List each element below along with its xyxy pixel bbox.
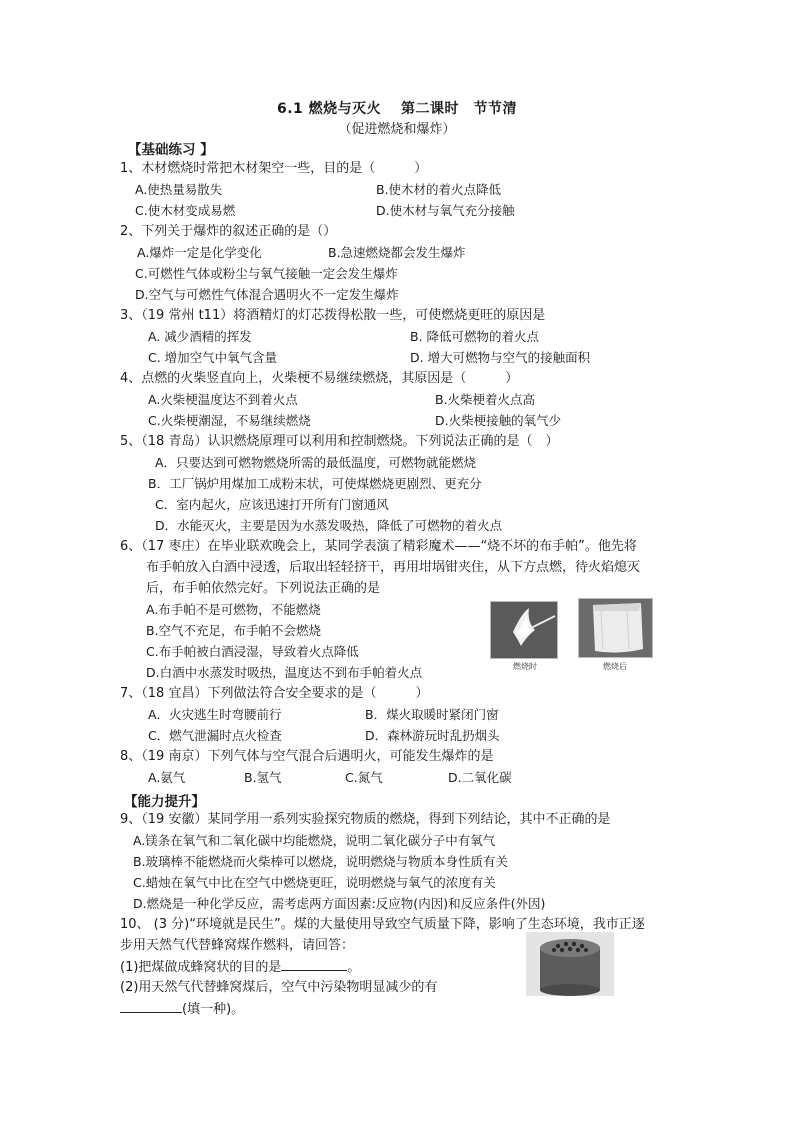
answer-blank-1[interactable] (281, 958, 347, 971)
question-3-option-c: C. 增加空气中氧气含量 (148, 350, 278, 365)
question-2-option-a: A.爆炸一定是化学变化 (137, 245, 262, 260)
section-basic-heading: 【基础练习 】 (128, 142, 214, 158)
question-3-option-d: D. 增大可燃物与空气的接触面积 (410, 350, 591, 365)
question-10-part-1-end: 。 (347, 960, 361, 975)
question-3-option-a: A. 减少酒精的挥发 (148, 329, 252, 344)
section-advanced-heading: 【能力提升】 (124, 794, 205, 810)
question-7-option-a: A．火灾逃生时弯腰前行 (148, 707, 282, 722)
question-9-option-a: A.镁条在氧气和二氧化碳中均能燃烧，说明二氧化碳分子中有氧气 (133, 833, 496, 848)
question-4-stem: 4、点燃的火柴竖直向上，火柴梗不易继续燃烧，其原因是（ ） (120, 371, 519, 386)
question-2-option-b: B.急速燃烧都会发生爆炸 (328, 245, 466, 260)
question-8-option-d: D.二氧化碳 (448, 770, 512, 785)
figure-caption-after: 燃烧后 (603, 662, 627, 671)
question-9-option-c: C.蜡烛在氧气中比在空气中燃烧更旺，说明燃烧与氧气的浓度有关 (133, 875, 496, 890)
figure-caption-burning: 燃烧时 (513, 662, 537, 671)
question-7-option-c: C．燃气泄漏时点火检查 (148, 728, 282, 743)
page-title: 6.1 燃烧与灭火 第二课时 节节清 (276, 101, 518, 117)
burning-handkerchief-photo (490, 601, 558, 659)
question-6-option-d: D.白酒中水蒸发时吸热，温度达不到布手帕着火点 (146, 665, 423, 680)
question-10-part-1-text: (1)把煤做成蜂窝状的目的是 (120, 960, 282, 975)
question-4-option-a: A.火柴梗温度达不到着火点 (148, 392, 298, 407)
question-2-option-c: C.可燃性气体或粉尘与氧气接触一定会发生爆炸 (135, 266, 398, 281)
question-6-stem-line-1: 6、（17 枣庄）在毕业联欢晚会上，某同学表演了精彩魔术——“烧不坏的布手帕”。他先将 (120, 539, 637, 554)
question-9-stem: 9、（19 安徽）某同学用一系列实验探究物质的燃烧，得到下列结论，其中不正确的是 (120, 812, 611, 827)
question-1-option-a: A.使热量易散失 (135, 182, 223, 197)
question-7-option-d: D．森林游玩时乱扔烟头 (365, 728, 500, 743)
intact-handkerchief-illustration (579, 599, 652, 657)
question-5-option-c: C．室内起火，应该迅速打开所有门窗通风 (155, 497, 389, 512)
question-2-option-d: D.空气与可燃性气体混合遇明火不一定发生爆炸 (135, 287, 399, 302)
intact-handkerchief-photo (578, 598, 653, 658)
question-4-option-c: C.火柴梗潮湿，不易继续燃烧 (148, 413, 311, 428)
question-5-option-d: D．水能灭火，主要是因为水蒸发吸热，降低了可燃物的着火点 (155, 518, 503, 533)
page-subtitle: （促进燃烧和爆炸） (338, 122, 456, 137)
question-10-part-2b-text: (填一种)。 (182, 1002, 245, 1017)
question-6-option-c: C.布手帕被白酒浸湿，导致着火点降低 (146, 644, 359, 659)
question-8-option-a: A.氨气 (148, 770, 186, 785)
honeycomb-coal-photo (526, 932, 614, 996)
question-6-stem-line-3: 后，布手帕依然完好。下列说法正确的是 (146, 581, 381, 596)
question-4-option-b: B.火柴梗着火点高 (435, 392, 536, 407)
question-7-option-b: B．煤火取暖时紧闭门窗 (365, 707, 499, 722)
question-10-stem-line-2: 步用天然气代替蜂窝煤作燃料，请回答： (120, 938, 355, 953)
question-8-stem: 8、（19 南京）下列气体与空气混合后遇明火，可能发生爆炸的是 (120, 749, 494, 764)
question-1-option-c: C.使木材变成易燃 (135, 203, 236, 218)
burning-handkerchief-illustration (491, 602, 557, 658)
question-3-option-b: B. 降低可燃物的着火点 (410, 329, 540, 344)
honeycomb-coal-illustration (526, 932, 614, 996)
question-6-stem-line-2: 布手帕放入白酒中浸透，后取出轻轻挤干，再用坩埚钳夹住，从下方点燃，待火焰熄灭 (146, 560, 641, 575)
question-10-stem-line-1: 10、 (3 分)“环境就是民生”。煤的大量使用导致空气质量下降，影响了生态环境，我市正逐 (120, 917, 645, 932)
question-6-option-a: A.布手帕不是可燃物，不能燃烧 (146, 602, 321, 617)
answer-blank-2[interactable] (120, 1000, 182, 1013)
question-5-stem: 5、（18 青岛）认识燃烧原理可以利用和控制燃烧。下列说法正确的是（ ） (120, 434, 559, 449)
question-2-stem: 2、下列关于爆炸的叙述正确的是（） (120, 224, 337, 239)
question-10-part-1 (120, 958, 360, 977)
question-3-stem: 3、（19 常州 t11）将酒精灯的灯芯拨得松散一些，可使燃烧更旺的原因是 (120, 308, 546, 323)
question-1-option-d: D.使木材与氧气充分接触 (376, 203, 515, 218)
question-10-part-2a: (2)用天然气代替蜂窝煤后，空气中污染物明显减少的有 (120, 980, 438, 995)
question-5-option-a: A．只要达到可燃物燃烧所需的最低温度，可燃物就能燃烧 (155, 455, 477, 470)
question-5-option-b: B．工厂锅炉用煤加工成粉末状，可使煤燃烧更剧烈、更充分 (148, 476, 482, 491)
question-8-option-b: B.氢气 (244, 770, 282, 785)
question-1-option-b: B.使木材的着火点降低 (376, 182, 502, 197)
question-10-part-2b (120, 1000, 244, 1019)
question-7-stem: 7、（18 宜昌）下列做法符合安全要求的是（ ） (120, 686, 429, 701)
question-8-option-c: C.氮气 (345, 770, 383, 785)
question-6-option-b: B.空气不充足，布手帕不会燃烧 (146, 623, 322, 638)
question-9-option-d: D.燃烧是一种化学反应，需考虑两方面因素:反应物(内因)和反应条件(外因) (133, 896, 546, 911)
question-9-option-b: B.玻璃棒不能燃烧而火柴棒可以燃烧，说明燃烧与物质本身性质有关 (133, 854, 509, 869)
question-1-stem: 1、木材燃烧时常把木材架空一些，目的是（ ） (120, 161, 428, 176)
question-4-option-d: D.火柴梗接触的氧气少 (435, 413, 562, 428)
